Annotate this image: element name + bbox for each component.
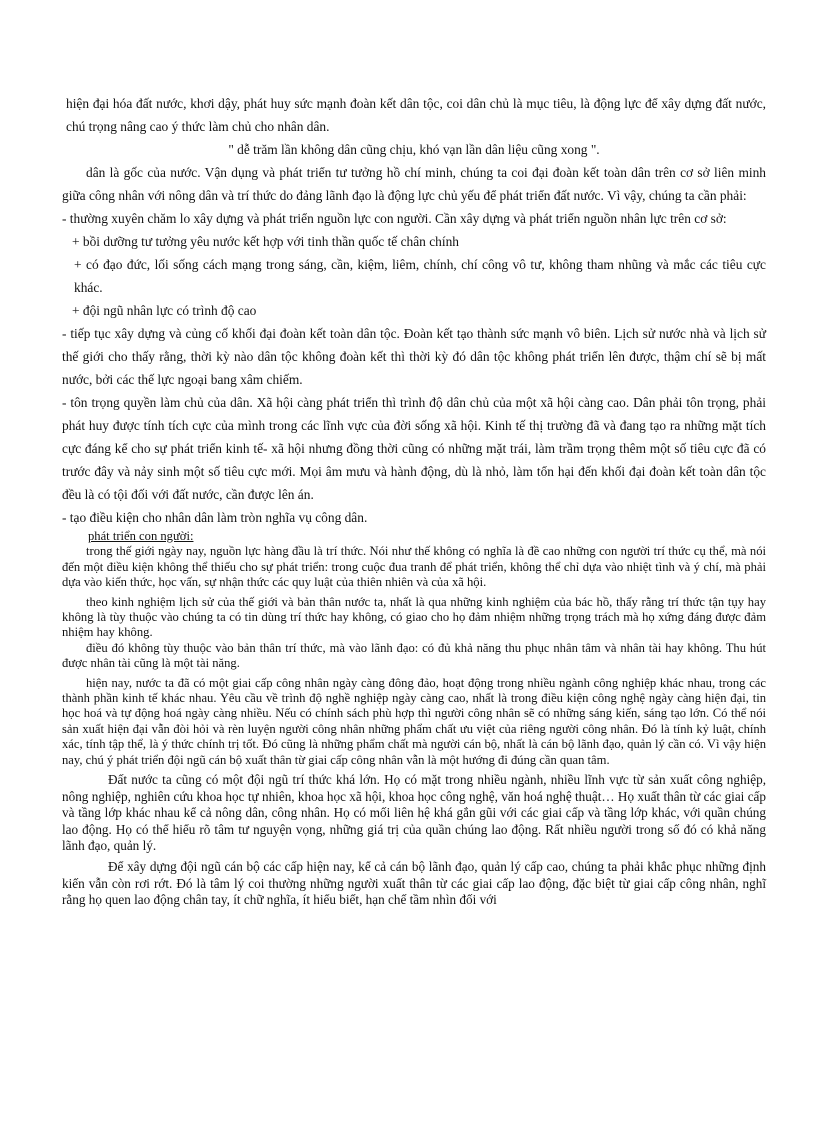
paragraph-3: dân là gốc của nước. Vận dụng và phát triển tư tưởng hồ chí minh, chúng ta coi đại đoàn kết toàn dân trên cơ sở liên minh giữa công nhân với nông dân và trí thức do đảng lãnh đạo là động lực chủ yếu để phát triển đất nước. Vì vậy, chúng ta cần phải: bbox=[62, 165, 766, 203]
sub-item-3: + đội ngũ nhân lực có trình độ cao bbox=[72, 303, 257, 318]
sub-item-2: + có đạo đức, lối sống cách mạng trong sáng, cần, kiệm, liêm, chính, chí công vô tư, không tham nhũng và mắc các tiêu cực khác. bbox=[74, 257, 766, 295]
paragraph-16: Đất nước ta cũng có một đội ngũ trí thức khá lớn. Họ có mặt trong nhiều ngành, nhiều lĩnh vực từ sản xuất công nghiệp, nông nghiệp, nghiên cứu khoa học tự nhiên, khoa học xã hội, khoa học công nghệ, văn hoá nghệ thuật… Họ xuất thân từ các giai cấp và tầng lớp khác nhau kể cả nông dân, công nhân. Họ có mối liên hệ khá gắn gũi với các giai cấp và tầng lớp khác, với quần chúng lao động. Họ có thể hiểu rõ tâm tư nguyện vọng, những giá trị của quần chúng lao động. Rất nhiều người trong số đó có khả năng lãnh đạo, quản lý. bbox=[62, 772, 766, 854]
section-heading: phát triển con người: bbox=[88, 529, 194, 543]
list-item-3: - tôn trọng quyền làm chủ của dân. Xã hội càng phát triển thì trình độ dân chủ của một xã hội càng cao. Dân phải tôn trọng, phải phát huy được tính tích cực của mình trong các lĩnh vực của đời sống xã hội. Kinh tế thị trường đã và đang tạo ra những mặt tích cực đáng kể cho sự phát triển kinh tế- xã hội nhưng đồng thời cũng có những mặt trái, làm trầm trọng thêm một số tiêu cực đã có trước đây và nảy sinh một số tiêu cực mới. Mọi âm mưu và hành động, dù là nhỏ, làm tổn hại đến khối đại đoàn kết toàn dân tộc đều là có tội đối với đất nước, cần được lên án. bbox=[62, 395, 766, 502]
list-item-2: - tiếp tục xây dựng và củng cố khối đại đoàn kết toàn dân tộc. Đoàn kết tạo thành sức mạnh vô biên. Lịch sử nước nhà và lịch sử thế giới cho thấy rằng, thời kỳ nào dân tộc không đoàn kết thì thời kỳ đó dân tộc không phát triển lên được, thậm chí sẽ bị mất nước, bởi các thế lực ngoại bang xâm chiếm. bbox=[62, 326, 766, 387]
paragraph-1: hiện đại hóa đất nước, khơi dậy, phát huy sức mạnh đoàn kết dân tộc, coi dân chủ là mục tiêu, là động lực để xây dựng đất nước, chú trọng nâng cao ý thức làm chủ cho nhân dân. bbox=[66, 96, 766, 134]
quote-line: " dễ trăm lần không dân cũng chịu, khó vạn lần dân liệu cũng xong ". bbox=[228, 142, 600, 157]
paragraph-15: hiện nay, nước ta đã có một giai cấp công nhân ngày càng đông đảo, hoạt động trong nhiều ngành công nghiệp khác nhau, trong các thành phần kinh tế khác nhau. Yêu cầu về trình độ nghề nghiệp ngày càng cao, nhất là trong điều kiện công nghệ ngày càng hiện đại, tin học hoá và tự động hoá ngày càng nhiều. Nếu có chính sách phù hợp thì người công nhân sẽ có những sáng kiến, sáng tạo lớn. Có thể nói sản xuất hiện đại vẫn đòi hỏi và rèn luyện người công nhân những phẩm chất ưu việt của riêng người công nhân. Đó là tính kỷ luật, chính xác, tính tập thể, là ý thức chính trị tốt. Đó cũng là những phẩm chất mà người cán bộ, nhất là cán bộ lãnh đạo, quản lý cần có. Vì vậy hiện nay, chú ý phát triển đội ngũ cán bộ xuất thân từ giai cấp công nhân vẫn là một hướng đi đúng cần quan tâm. bbox=[62, 675, 766, 767]
paragraph-13: theo kinh nghiệm lịch sử của thế giới và bản thân nước ta, nhất là qua những kinh nghiệm của bác hồ, thấy rằng trí thức tận tụy hay không là tùy thuộc vào chúng ta có tin dùng trí thức hay không, có giao cho họ đảm nhiệm những trọng trách mà họ xứng đáng được đảm nhiệm hay không. bbox=[62, 594, 766, 640]
paragraph-12: trong thế giới ngày nay, nguồn lực hàng đầu là trí thức. Nói như thế không có nghĩa là đề cao những con người trí thức cụ thể, mà nói đến một điều kiện không thể thiếu cho sự phát triển: trong cuộc đua tranh để phát triển, không thể chỉ dựa vào nhiệt tình và ý chí, mà phải dựa vào kiến thức, học vấn, sự nhận thức các quy luật của thiên nhiên và của xã hội. bbox=[62, 544, 766, 590]
paragraph-17: Để xây dựng đội ngũ cán bộ các cấp hiện nay, kể cả cán bộ lãnh đạo, quản lý cấp cao, chúng ta phải khắc phục những định kiến vẫn còn rơi rớt. Đó là tâm lý coi thường những người xuất thân từ các giai cấp lao động, đặc biệt từ giai cấp công nhân, nghĩ rằng họ quen lao động chân tay, ít chữ nghĩa, ít hiểu biết, hạn chế tầm nhìn đối với bbox=[62, 859, 766, 908]
list-item-1: - thường xuyên chăm lo xây dựng và phát triển nguồn lực con người. Cần xây dựng và phát triển nguồn nhân lực trên cơ sở: bbox=[62, 211, 727, 226]
paragraph-14: điều đó không tùy thuộc vào bản thân trí thức, mà vào lãnh đạo: có đủ khả năng thu phục nhân tâm và nhân tài hay không. Thu hút được nhân tài cũng là một tài năng. bbox=[62, 640, 766, 671]
document-page bbox=[62, 92, 766, 909]
list-item-4: - tạo điều kiện cho nhân dân làm tròn nghĩa vụ công dân. bbox=[62, 510, 368, 525]
sub-item-1: + bồi dưỡng tư tưởng yêu nước kết hợp với tinh thần quốc tế chân chính bbox=[72, 234, 459, 249]
